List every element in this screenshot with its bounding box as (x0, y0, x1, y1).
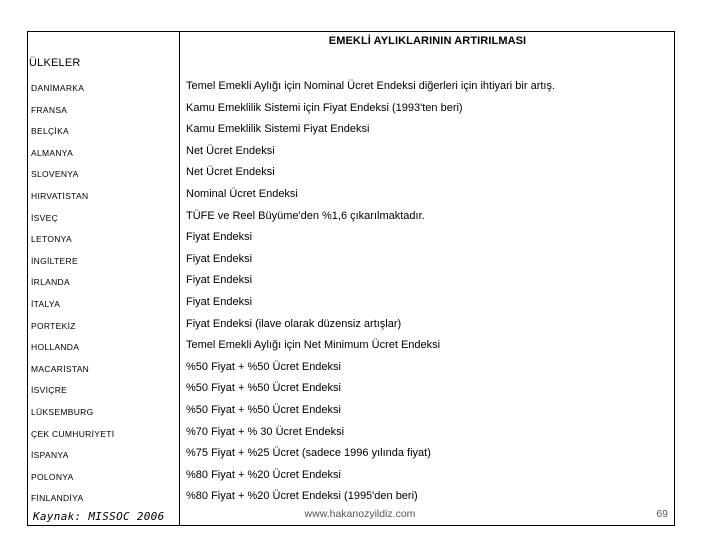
page-number: 69 (656, 508, 668, 520)
country-cell: İNGİLTERE (31, 255, 78, 266)
table-row (29, 315, 674, 337)
method-cell: Temel Emekli Aylığı için Net Minimum Ücret Endeksi (186, 339, 441, 352)
country-cell: LETONYA (31, 234, 72, 245)
table-row (29, 336, 674, 358)
source-citation: Kaynak: MISSOC 2006 (33, 510, 165, 523)
country-cell: LÜKSEMBURG (31, 406, 94, 417)
table-row (29, 163, 674, 185)
table-row (29, 358, 674, 380)
table-row (29, 142, 674, 164)
method-cell: %50 Fiyat + %50 Ücret Endeksi (186, 403, 341, 416)
method-cell: Temel Emekli Aylığı için Nominal Ücret Endeksi diğerleri için ihtiyari bir artış. (186, 80, 556, 92)
table-row (29, 250, 674, 272)
country-cell: MACARİSTAN (31, 363, 90, 374)
country-cell: PORTEKİZ (31, 320, 76, 331)
country-cell: İSPANYA (31, 450, 69, 461)
method-cell: Fiyat Endeksi (186, 274, 253, 287)
method-cell: Fiyat Endeksi (ilave olarak düzensiz artışlar) (186, 317, 402, 330)
table-title: EMEKLİ AYLIKLARININ ARTIRILMASI (328, 35, 527, 47)
method-cell: %50 Fiyat + %50 Ücret Endeksi (186, 360, 341, 373)
method-cell: Fiyat Endeksi (186, 295, 253, 308)
table-row (29, 120, 674, 142)
country-cell: İTALYA (31, 298, 61, 309)
table-row (29, 379, 674, 401)
method-cell: Kamu Emeklilik Sistemi Fiyat Endeksi (186, 123, 370, 136)
country-cell: İSVEÇ (31, 212, 59, 223)
table-row (29, 423, 674, 445)
table-row (29, 99, 674, 121)
method-cell: Net Ücret Endeksi (186, 144, 275, 157)
method-cell: Nominal Ücret Endeksi (186, 187, 298, 200)
table-row (29, 271, 674, 293)
country-cell: HOLLANDA (31, 342, 80, 353)
countries-column-header: ÜLKELER (29, 57, 81, 69)
method-cell: Fiyat Endeksi (186, 252, 253, 265)
method-cell: %75 Fiyat + %25 Ücret (sadece 1996 yılında fiyat) (186, 447, 431, 460)
table-row (29, 185, 674, 207)
table-row (29, 401, 674, 423)
method-cell: Net Ücret Endeksi (186, 166, 275, 179)
country-cell: FRANSA (31, 104, 68, 115)
country-cell: FİNLANDİYA (31, 493, 84, 504)
method-cell: %70 Fiyat + % 30 Ücret Endeksi (186, 425, 345, 438)
method-cell: Fiyat Endeksi (186, 231, 253, 244)
country-cell: İSVİÇRE (31, 385, 68, 396)
table-row (29, 466, 674, 488)
method-cell: TÜFE ve Reel Büyüme'den %1,6 çıkarılmaktadır. (186, 209, 425, 222)
method-cell: %80 Fiyat + %20 Ücret Endeksi (1995'den beri) (186, 490, 418, 503)
table-row (29, 77, 674, 99)
method-cell: %50 Fiyat + %50 Ücret Endeksi (186, 382, 341, 395)
table-row (29, 207, 674, 229)
method-cell: Kamu Emeklilik Sistemi için Fiyat Endeksi (1993'ten beri) (186, 101, 463, 114)
country-cell: DANİMARKA (31, 83, 85, 93)
country-cell: İRLANDA (31, 277, 70, 288)
table-row (29, 444, 674, 466)
table-row (29, 293, 674, 315)
country-cell: ÇEK CUMHURİYETİ (31, 428, 115, 439)
table-body (29, 77, 674, 509)
country-cell: BELÇİKA (31, 126, 70, 137)
table-row (29, 487, 674, 509)
website-link[interactable]: www.hakanozyildiz.com (304, 508, 416, 520)
country-cell: ALMANYA (31, 147, 74, 158)
table-row (29, 228, 674, 250)
country-cell: POLONYA (31, 471, 74, 482)
country-cell: SLOVENYA (31, 169, 79, 180)
method-cell: %80 Fiyat + %20 Ücret Endeksi (186, 468, 341, 481)
country-cell: HIRVATİSTAN (31, 190, 89, 201)
